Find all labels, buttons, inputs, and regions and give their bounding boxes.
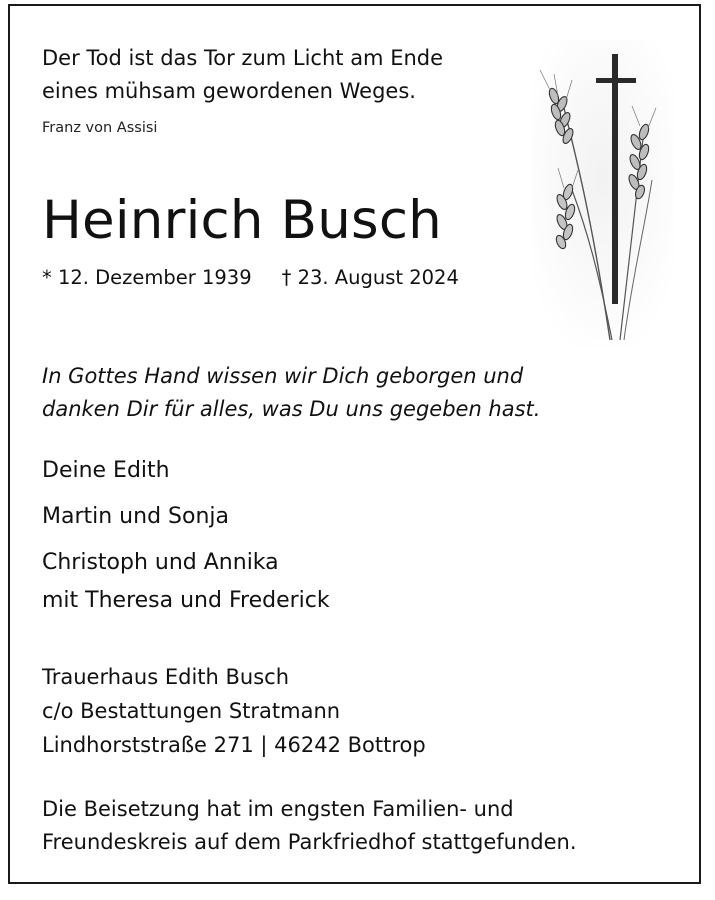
quote	[42, 42, 443, 108]
mourner-4: mit Theresa und Frederick	[42, 588, 330, 613]
faith-statement	[42, 360, 540, 426]
deceased-name: Heinrich Busch	[42, 190, 442, 251]
quote-author: Franz von Assisi	[42, 120, 158, 136]
address-line-3: Lindhorststraße 271 | 46242 Bottrop	[42, 733, 426, 757]
quote-line-2: eines mühsam gewordenen Weges.	[42, 79, 416, 103]
address-line-2: c/o Bestattungen Stratmann	[42, 699, 341, 723]
cross-with-wheat-icon	[532, 40, 674, 348]
mourner-2: Martin und Sonja	[42, 504, 229, 529]
burial-line-1: Die Beisetzung hat im engsten Familien- und	[42, 797, 514, 821]
mourning-address	[42, 660, 426, 762]
life-dates	[42, 266, 459, 289]
faith-line-1: In Gottes Hand wissen wir Dich geborgen und	[42, 364, 524, 388]
mourner-3: Christoph und Annika	[42, 550, 279, 575]
death-date: † 23. August 2024	[281, 266, 459, 289]
burial-note	[42, 793, 577, 859]
address-line-1: Trauerhaus Edith Busch	[42, 665, 290, 689]
burial-line-2: Freundeskreis auf dem Parkfriedhof stattgefunden.	[42, 830, 577, 854]
mourner-1: Deine Edith	[42, 458, 170, 483]
birth-date: * 12. Dezember 1939	[42, 266, 252, 289]
faith-line-2: danken Dir für alles, was Du uns gegeben hast.	[42, 397, 541, 421]
quote-line-1: Der Tod ist das Tor zum Licht am Ende	[42, 46, 444, 70]
